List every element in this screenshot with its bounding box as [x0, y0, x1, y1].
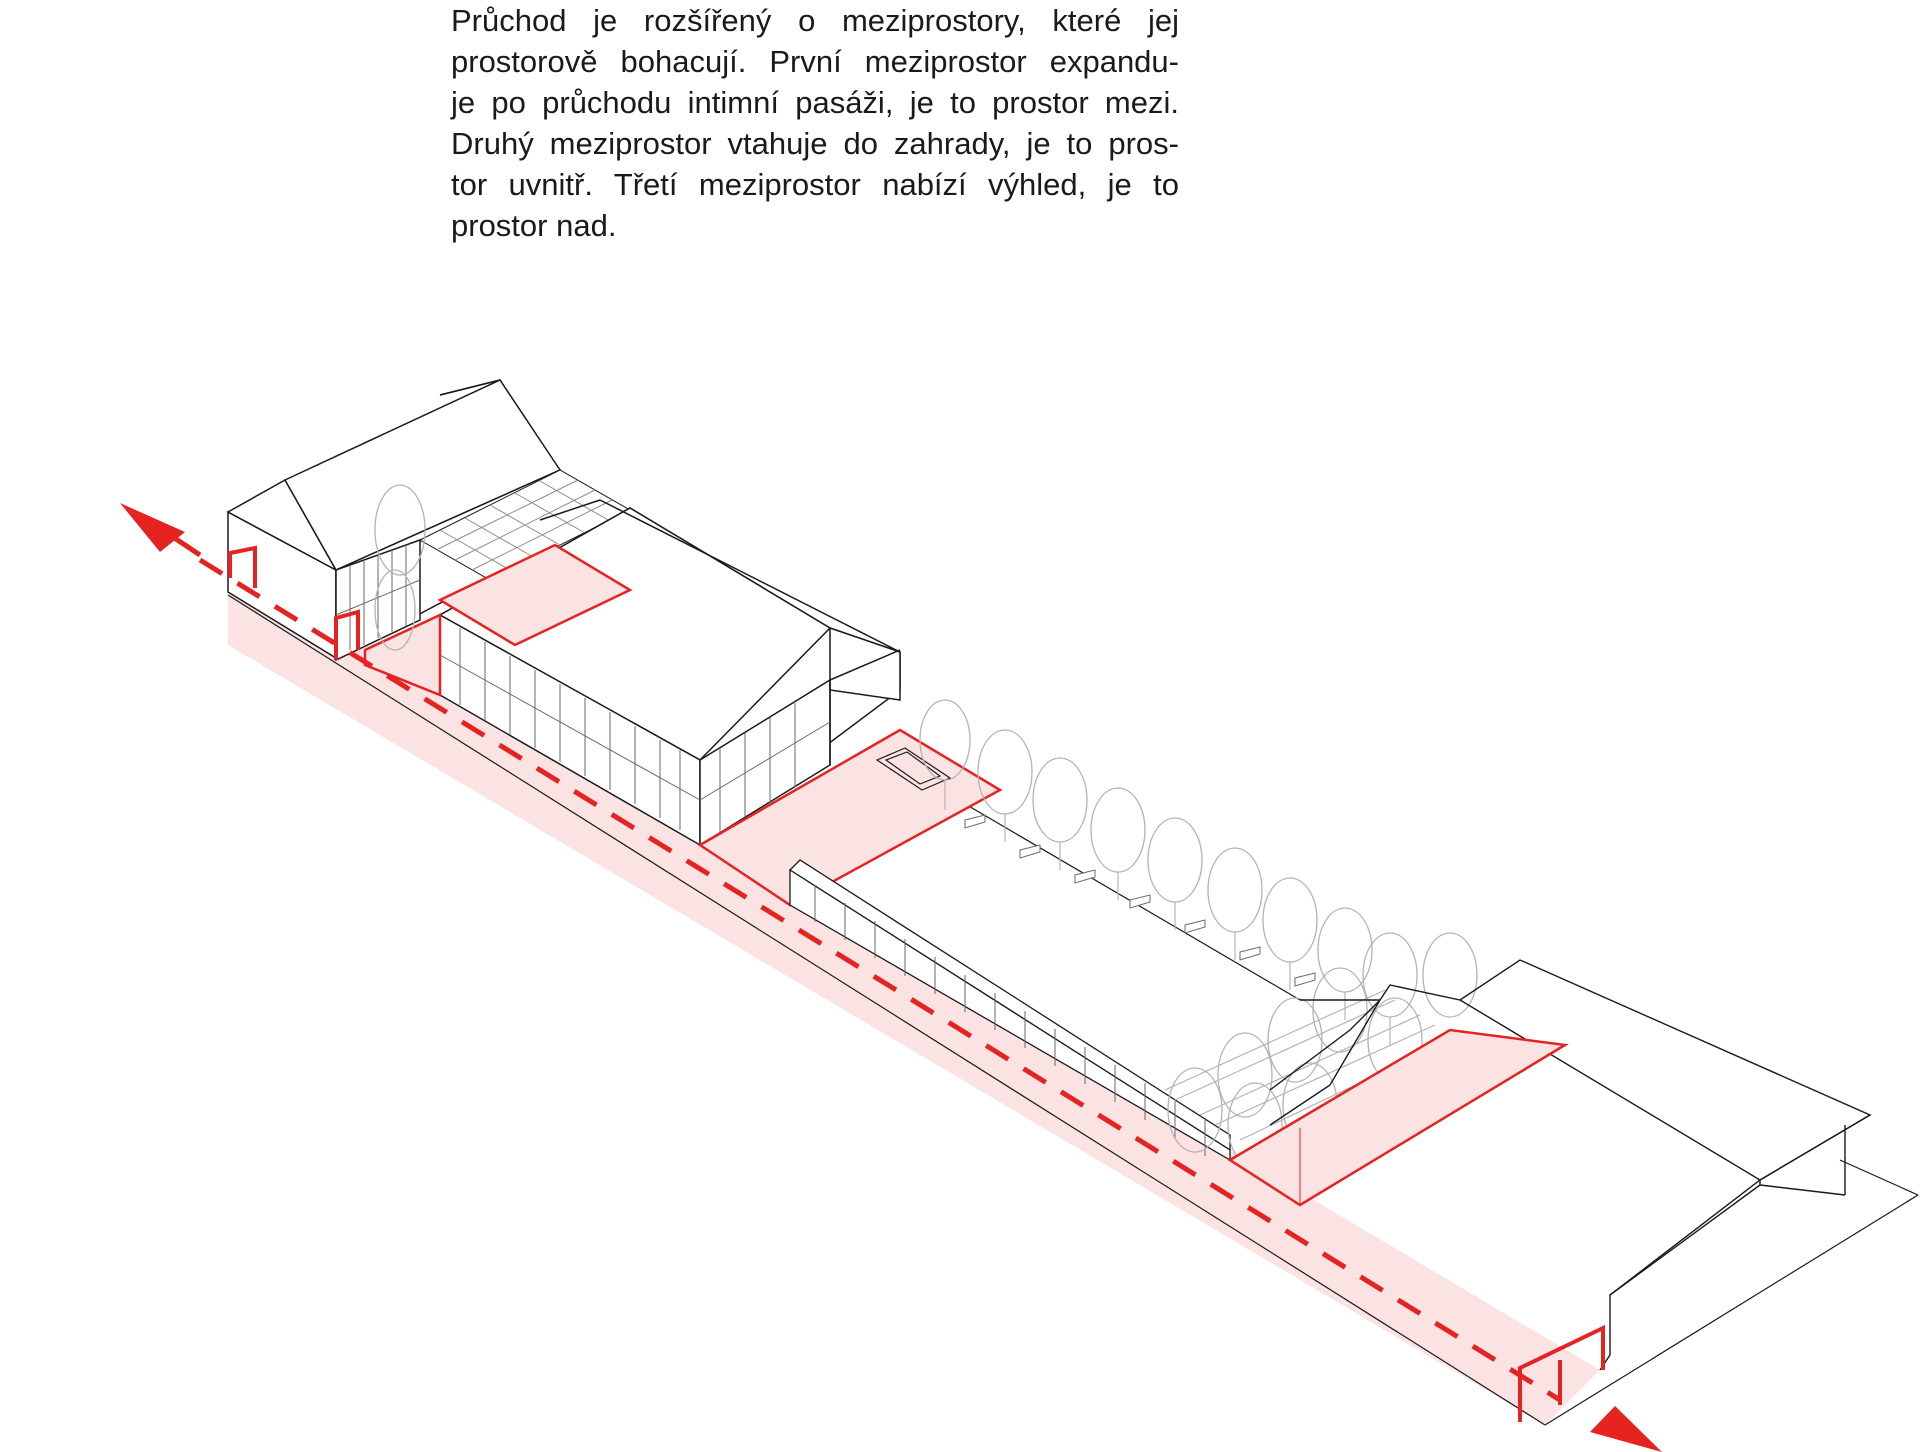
caption-line-4: Druhý meziprostor vtahuje do zahrady, je to pros- [451, 126, 1179, 161]
caption-line-3: je po průchodu intimní pasáži, je to prostor mezi. [451, 85, 1179, 120]
arrow-up-left-icon [120, 503, 185, 552]
caption-line-1: Průchod je rozšířený o meziprostory, které jej [451, 3, 1179, 38]
garden-benches [965, 815, 1315, 986]
caption-line-5: tor uvnitř. Třetí meziprostor nabízí výhled, je to [451, 167, 1179, 202]
caption-line-6: prostor nad. [451, 208, 617, 243]
arrow-down-right-icon [1590, 1406, 1662, 1452]
caption-line-2: prostorově bohacují. První meziprostor expandu- [451, 44, 1179, 79]
